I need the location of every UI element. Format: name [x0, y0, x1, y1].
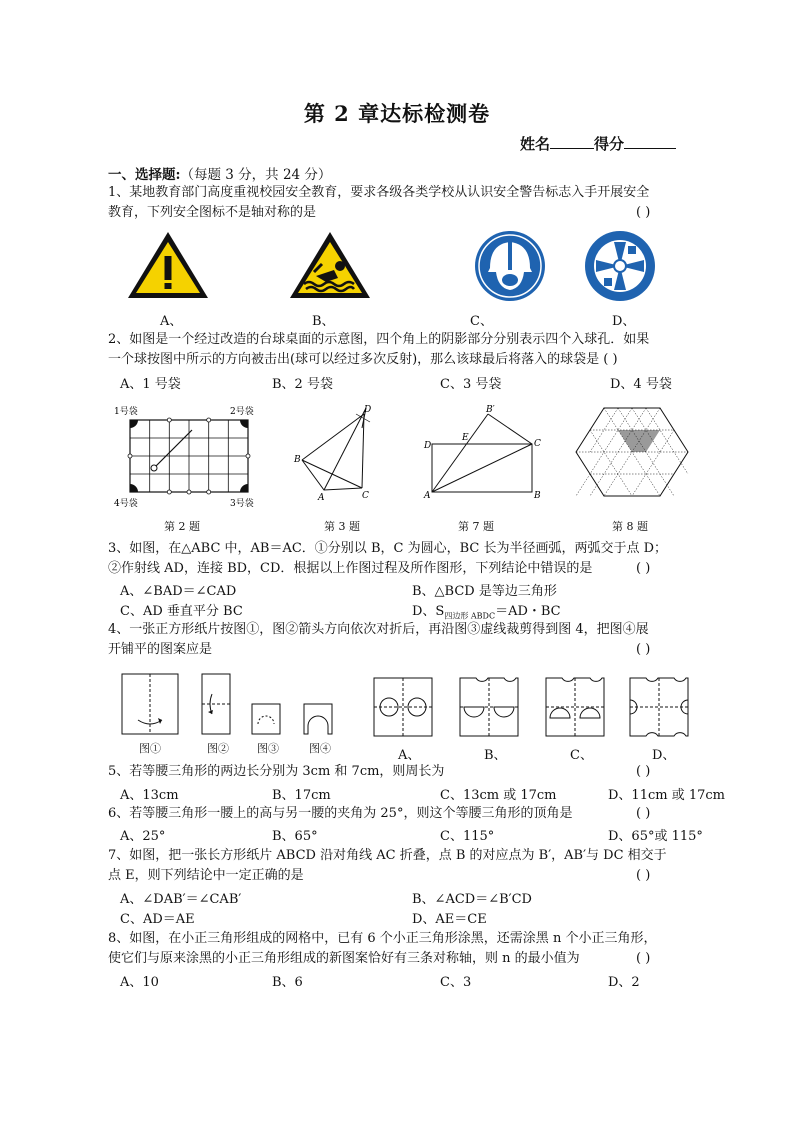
swimming-warning-icon — [290, 232, 370, 298]
fig-folded-rectangle — [423, 405, 541, 501]
q3-option-d[interactable] — [412, 600, 561, 622]
caption-fig3: 第 3 题 — [324, 520, 360, 533]
q2-line1: 2、如图是一个经过改造的台球桌面的示意图，四个角上的阴影部分分别表示四个入球孔．如果 — [108, 332, 650, 347]
score-label: 得分 — [594, 135, 625, 153]
q7-line1: 7、如图，把一张长方形纸片 ABCD 沿对角线 AC 折叠，点 B 的对应点为 B′，AB′与 DC 相交于 — [108, 848, 667, 863]
q6-option-c[interactable]: C、115° — [440, 829, 495, 844]
page-title: 第 2 章达标检测卷 — [303, 101, 491, 126]
q7-label-b: B — [534, 491, 541, 501]
q1-option-d[interactable]: D、 — [612, 314, 636, 329]
q4-option-b[interactable]: B、 — [484, 748, 507, 763]
q5-answer-paren[interactable]: ( ) — [636, 764, 651, 779]
name-score-bar — [520, 133, 676, 154]
caption-fig2: 第 2 题 — [164, 520, 200, 533]
caption-fig8: 第 8 题 — [612, 520, 648, 533]
q7-option-c[interactable]: C、AD＝AE — [120, 912, 195, 927]
q3-option-a[interactable]: A、∠BAD＝∠CAD — [120, 584, 237, 599]
q1-line2: 教育，下列安全图标不是轴对称的是 — [108, 205, 317, 220]
q3-option-d-sub: 四边形 ABDC — [444, 611, 496, 621]
q8-line2: 使它们与原来涂黑的小正三角形组成的新图案恰好有三条对称轴，则 n 的最小值为 — [108, 951, 580, 966]
q7-label-a: A — [424, 491, 431, 501]
q5-option-c[interactable]: C、13cm 或 17cm — [440, 788, 557, 803]
section-note: （每题 3 分，共 24 分） — [180, 167, 332, 183]
fold-label-3: 图③ — [257, 742, 279, 755]
fan-sign-icon — [585, 231, 655, 301]
fig-triangle-grid — [576, 408, 688, 496]
section-title: 一、选择题: — [108, 167, 181, 183]
helmet-sign-icon — [475, 231, 545, 301]
figures-row — [112, 400, 692, 518]
q5-line1: 5、若等腰三角形的两边长分别为 3cm 和 7cm，则周长为 — [108, 764, 445, 779]
q2-option-c[interactable]: C、3 号袋 — [440, 377, 502, 392]
name-label: 姓名 — [520, 135, 551, 153]
q1-option-a[interactable]: A、 — [160, 314, 183, 329]
fold-step-3 — [252, 704, 280, 734]
q3-label-b: B — [294, 455, 301, 465]
q4-choice-c-figure — [546, 678, 604, 736]
q3-label-d: D — [364, 405, 372, 415]
fold-label-2: 图② — [207, 742, 229, 755]
fig-billiard-table — [114, 405, 254, 509]
q4-paper-folding — [118, 668, 698, 744]
q3-line1: 3、如图，在△ABC 中，AB＝AC．①分别以 B，C 为圆心，BC 长为半径画弧，两弧交于点 D； — [108, 541, 668, 556]
q3-option-d-suffix: ＝AD・BC — [495, 604, 561, 619]
q4-option-d[interactable]: D、 — [652, 748, 676, 763]
q5-option-b[interactable]: B、17cm — [272, 788, 331, 803]
q4-line2: 开铺平的图案应是 — [108, 642, 213, 657]
q6-answer-paren[interactable]: ( ) — [636, 806, 651, 821]
q5-option-a[interactable]: A、13cm — [120, 788, 179, 803]
q2-line2: 一个球按图中所示的方向被击出(球可以经过多次反射)，那么该球最后将落入的球袋是 ( ) — [108, 352, 618, 367]
q8-line1: 8、如图，在小正三角形组成的网格中，已有 6 个小正三角形涂黑，还需涂黑 n 个小正三角形， — [108, 931, 657, 946]
pocket-3-label: 3号袋 — [230, 499, 254, 509]
q3-label-c: C — [362, 491, 369, 501]
caption-fig7: 第 7 题 — [458, 520, 494, 533]
q7-option-a[interactable]: A、∠DAB′＝∠CAB′ — [120, 892, 242, 907]
q2-option-d[interactable]: D、4 号袋 — [610, 377, 672, 392]
q7-label-c: C — [534, 439, 541, 449]
q4-option-c[interactable]: C、 — [570, 748, 593, 763]
q3-option-c[interactable]: C、AD 垂直平分 BC — [120, 604, 243, 619]
q4-line1: 4、一张正方形纸片按图①，图②箭头方向依次对折后，再沿图③虚线裁剪得到图 4，把图④展 — [108, 622, 649, 637]
q7-label-bprime: B′ — [486, 405, 495, 415]
fold-label-4: 图④ — [309, 742, 331, 755]
q1-safety-signs — [120, 228, 700, 306]
q1-option-b[interactable]: B、 — [312, 314, 335, 329]
pocket-1-label: 1号袋 — [114, 407, 138, 417]
name-blank[interactable] — [550, 134, 594, 149]
q6-line1: 6、若等腰三角形一腰上的高与另一腰的夹角为 25°，则这个等腰三角形的顶角是 — [108, 806, 573, 821]
q6-option-d[interactable]: D、65°或 115° — [608, 829, 703, 844]
q8-option-b[interactable]: B、6 — [272, 975, 303, 990]
q3-answer-paren[interactable]: ( ) — [636, 561, 651, 576]
fold-label-1: 图① — [139, 742, 161, 755]
q8-option-c[interactable]: C、3 — [440, 975, 472, 990]
fold-step-4 — [304, 704, 332, 734]
q2-option-b[interactable]: B、2 号袋 — [272, 377, 333, 392]
q1-line1: 1、某地教育部门高度重视校园安全教育，要求各级各类学校从认识安全警告标志入手开展安全 — [108, 185, 650, 200]
q7-label-d: D — [424, 441, 432, 451]
q3-option-b[interactable]: B、△BCD 是等边三角形 — [412, 584, 557, 599]
q5-option-d[interactable]: D、11cm 或 17cm — [608, 788, 725, 803]
q7-option-d[interactable]: D、AE＝CE — [412, 912, 487, 927]
q6-option-a[interactable]: A、25° — [120, 829, 166, 844]
warning-sign-icon — [128, 232, 208, 298]
q4-choice-b-figure — [460, 678, 518, 736]
q7-label-e: E — [462, 433, 469, 443]
q3-option-d-prefix: D、S — [412, 604, 445, 619]
fig-triangle-construction — [293, 405, 371, 503]
q7-option-b[interactable]: B、∠ACD＝∠B′CD — [412, 892, 532, 907]
q3-line2: ②作射线 AD，连接 BD，CD．根据以上作图过程及所作图形，下列结论中错误的是 — [108, 561, 593, 576]
q1-option-c[interactable]: C、 — [470, 314, 493, 329]
section-heading — [108, 163, 331, 183]
q3-label-a: A — [318, 493, 325, 503]
q4-answer-paren[interactable]: ( ) — [636, 642, 651, 657]
q6-option-b[interactable]: B、65° — [272, 829, 318, 844]
pocket-2-label: 2号袋 — [230, 407, 254, 417]
q8-answer-paren[interactable]: ( ) — [636, 951, 651, 966]
q1-answer-paren[interactable]: ( ) — [636, 205, 651, 220]
q4-option-a[interactable]: A、 — [398, 748, 421, 763]
q7-line2: 点 E，则下列结论中一定正确的是 — [108, 868, 304, 883]
q4-choice-a-figure — [374, 678, 432, 736]
q2-option-a[interactable]: A、1 号袋 — [120, 377, 181, 392]
q8-option-a[interactable]: A、10 — [120, 975, 159, 990]
fold-step-2 — [202, 674, 230, 734]
q8-option-d[interactable]: D、2 — [608, 975, 640, 990]
q4-choice-d-figure — [630, 678, 688, 736]
score-blank[interactable] — [624, 134, 676, 149]
fold-step-1 — [122, 674, 178, 734]
pocket-4-label: 4号袋 — [114, 499, 138, 509]
q7-answer-paren[interactable]: ( ) — [636, 868, 651, 883]
